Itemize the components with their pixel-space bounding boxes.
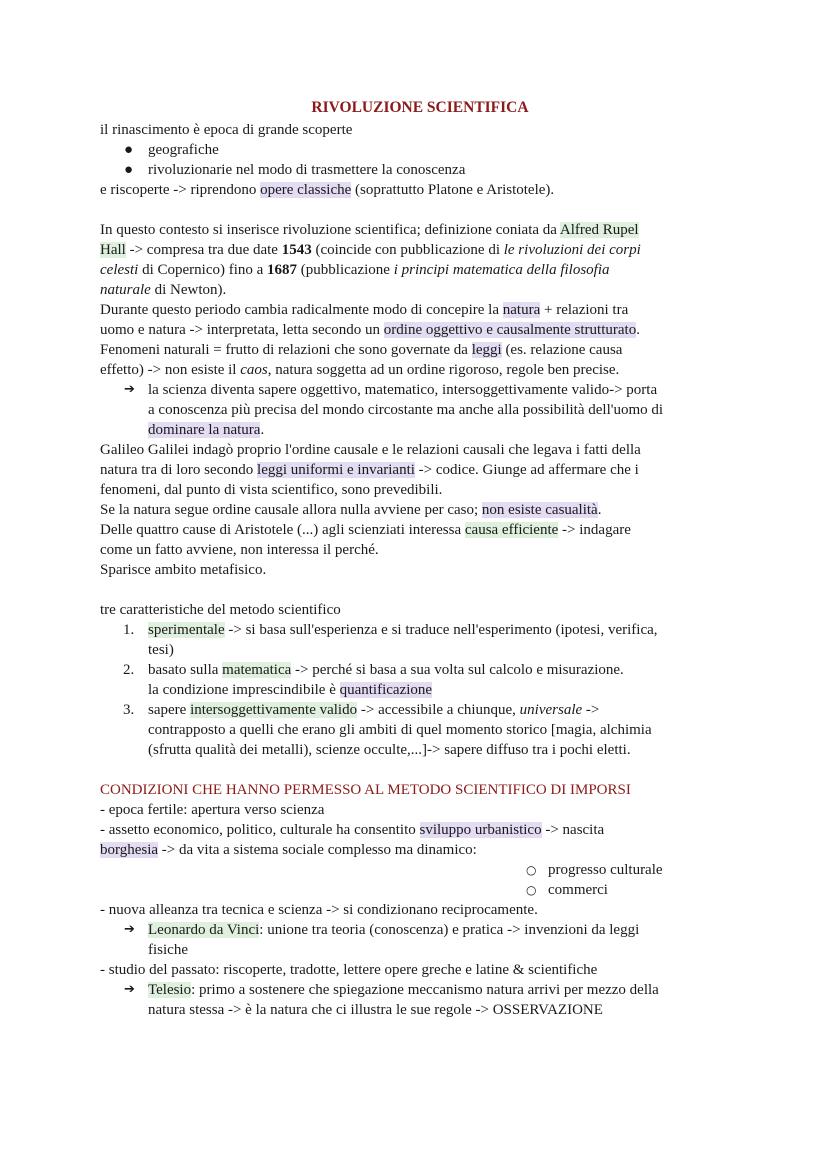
list-number: 1.	[123, 622, 135, 638]
list-item	[100, 140, 740, 160]
highlight: Alfred Rupel	[559, 222, 639, 238]
numbered-item	[100, 660, 740, 680]
italic-text: celesti	[100, 262, 139, 278]
numbered-item	[100, 740, 740, 760]
paragraph	[100, 600, 740, 620]
numbered-item	[100, 700, 740, 720]
text: : primo a sostenere che spiegazione meccanismo natura arrivi per mezzo della	[191, 982, 659, 998]
text: -> da vita a sistema sociale complesso ma dinamico:	[158, 842, 477, 858]
highlight: intersoggettivamente valido	[190, 702, 358, 718]
paragraph	[100, 300, 740, 320]
text: -> accessibile a chiunque,	[357, 702, 520, 718]
highlight: sviluppo urbanistico	[419, 822, 542, 838]
numbered-item	[100, 640, 740, 660]
text: effetto) -> non esiste il	[100, 362, 241, 378]
paragraph	[100, 120, 740, 140]
arrow-item	[100, 420, 740, 440]
text: (soprattutto Platone e Aristotele).	[351, 182, 555, 198]
arrow-item	[100, 380, 740, 400]
paragraph	[100, 320, 740, 340]
arrow-item	[100, 920, 740, 940]
numbered-item	[100, 720, 740, 740]
text: natura stessa -> è la natura che ci illustra le sue regole -> OSSERVAZIONE	[148, 1002, 603, 1018]
highlight: Leonardo da Vinci	[148, 922, 260, 938]
paragraph	[100, 180, 740, 200]
section-heading: CONDIZIONI CHE HANNO PERMESSO AL METODO SCIENTIFICO DI IMPORSI	[100, 782, 631, 798]
paragraph	[100, 960, 740, 980]
text: uomo e natura -> interpretata, letta secondo un	[100, 322, 384, 338]
text: fenomeni, dal punto di vista scientifico, sono prevedibili.	[100, 482, 443, 498]
text: di Newton).	[150, 282, 227, 298]
page-title: RIVOLUZIONE SCIENTIFICA	[311, 99, 529, 116]
paragraph	[100, 800, 740, 820]
text: In questo contesto si inserisce rivoluzione scientifica; definizione coniata da	[100, 222, 560, 238]
bullet-icon: ●	[124, 142, 134, 158]
date-bold: 1687	[267, 262, 298, 278]
arrow-icon: ➔	[124, 922, 135, 937]
paragraph	[100, 840, 740, 860]
text: - assetto economico, politico, culturale ha consentito	[100, 822, 420, 838]
text: -> nascita	[541, 822, 605, 838]
text: sapere	[148, 702, 191, 718]
text: Se la natura segue ordine causale allora nulla avviene per caso;	[100, 502, 482, 518]
text: Delle quattro cause di Aristotele (...) agli scienziati interessa	[100, 522, 465, 538]
text: di Copernico) fino a	[138, 262, 268, 278]
highlight: borghesia	[100, 842, 159, 858]
text: commerci	[548, 882, 608, 898]
arrow-item	[100, 980, 740, 1000]
highlight: non esiste casualità	[481, 502, 598, 518]
paragraph	[100, 560, 740, 580]
highlight: opere classiche	[260, 182, 352, 198]
sub-list-item	[100, 880, 740, 900]
highlight: matematica	[222, 662, 292, 678]
text: il rinascimento è epoca di grande scoperte	[100, 122, 353, 138]
list-number: 2.	[123, 662, 135, 678]
arrow-icon: ➔	[124, 982, 135, 997]
document-page	[100, 98, 740, 1020]
list-number: 3.	[123, 702, 135, 718]
text: -> si basa sull'esperienza e si traduce nell'esperimento (ipotesi, verifica,	[224, 622, 658, 638]
highlight: Telesio	[148, 982, 192, 998]
highlight: ordine oggettivo e causalmente strutturato	[383, 322, 637, 338]
highlight: dominare la natura	[148, 422, 261, 438]
text: geografiche	[148, 142, 219, 158]
text: basato sulla	[148, 662, 223, 678]
text: la scienza diventa sapere oggettivo, matematico, intersoggettivamente valido-> porta	[148, 382, 658, 398]
italic-text: naturale	[100, 282, 151, 298]
text: + relazioni tra	[540, 302, 629, 318]
text: (sfrutta qualità dei metalli), scienze occulte,...]-> sapere diffuso tra i pochi eletti.	[148, 742, 631, 758]
text: natura tra di loro secondo	[100, 462, 258, 478]
arrow-item	[100, 1000, 740, 1020]
paragraph	[100, 900, 740, 920]
text: la condizione imprescindibile è	[148, 682, 340, 698]
highlight: leggi uniformi e invarianti	[257, 462, 415, 478]
paragraph	[100, 340, 740, 360]
paragraph	[100, 360, 740, 380]
paragraph	[100, 260, 740, 280]
text: progresso culturale	[548, 862, 663, 878]
arrow-item	[100, 940, 740, 960]
paragraph	[100, 440, 740, 460]
paragraph	[100, 820, 740, 840]
paragraph	[100, 240, 740, 260]
text: .	[636, 322, 640, 338]
highlight: natura	[502, 302, 541, 318]
italic-text: i principi matematica della filosofia	[393, 262, 610, 278]
text: tre caratteristiche del metodo scientifico	[100, 602, 341, 618]
highlight: causa efficiente	[464, 522, 559, 538]
arrow-item	[100, 400, 740, 420]
text: - epoca fertile: apertura verso scienza	[100, 802, 325, 818]
highlight: sperimentale	[148, 622, 225, 638]
text: a conoscenza più precisa del mondo circostante ma anche alla possibilità dell'uomo di	[148, 402, 664, 418]
text: Durante questo periodo cambia radicalmente modo di concepire la	[100, 302, 503, 318]
paragraph	[100, 480, 740, 500]
text: -> compresa tra due date	[125, 242, 282, 258]
text: (es. relazione causa	[501, 342, 623, 358]
date-bold: 1543	[281, 242, 312, 258]
text: .	[260, 422, 265, 438]
paragraph	[100, 540, 740, 560]
text: rivoluzionarie nel modo di trasmettere la conoscenza	[148, 162, 466, 178]
text: -> codice. Giunge ad affermare che i	[414, 462, 639, 478]
numbered-item	[100, 680, 740, 700]
highlight: Hall	[100, 242, 126, 258]
text: - nuova alleanza tra tecnica e scienza -> si condizionano reciprocamente.	[100, 902, 538, 918]
arrow-icon: ➔	[124, 382, 135, 397]
list-item	[100, 160, 740, 180]
italic-text: universale	[519, 702, 583, 718]
italic-text: le rivoluzioni dei corpi	[503, 242, 641, 258]
text: tesi)	[148, 642, 174, 658]
text: Fenomeni naturali = frutto di relazioni che sono governate da	[100, 342, 472, 358]
text: : unione tra teoria (conoscenza) e pratica -> invenzioni da leggi	[259, 922, 640, 938]
text: (pubblicazione	[297, 262, 394, 278]
text: come un fatto avviene, non interessa il perché.	[100, 542, 379, 558]
text: Sparisce ambito metafisico.	[100, 562, 267, 578]
italic-text: caos	[240, 362, 268, 378]
numbered-item	[100, 620, 740, 640]
highlight: leggi	[471, 342, 502, 358]
paragraph	[100, 280, 740, 300]
sub-list-item	[100, 860, 740, 880]
paragraph	[100, 500, 740, 520]
paragraph	[100, 520, 740, 540]
text: Galileo Galilei indagò proprio l'ordine causale e le relazioni causali che legava i fatti della	[100, 442, 641, 458]
circle-bullet-icon: ○	[526, 883, 537, 897]
bullet-icon: ●	[124, 162, 134, 178]
text: -> perché si basa a sua volta sul calcolo e misurazione.	[291, 662, 624, 678]
circle-bullet-icon: ○	[526, 863, 537, 877]
text: contrapposto a quelli che erano gli ambiti di quel momento storico [magia, alchimia	[148, 722, 652, 738]
text: - studio del passato: riscoperte, tradotte, lettere opere greche e latine & scientifiche	[100, 962, 598, 978]
highlight: quantificazione	[339, 682, 433, 698]
text: fisiche	[148, 942, 188, 958]
text: (coincide con pubblicazione di	[311, 242, 504, 258]
paragraph	[100, 220, 740, 240]
text: .	[597, 502, 602, 518]
text: , natura soggetta ad un ordine rigoroso, regole ben precise.	[267, 362, 620, 378]
text: ->	[582, 702, 600, 718]
paragraph	[100, 460, 740, 480]
text: -> indagare	[558, 522, 631, 538]
text: e riscoperte -> riprendono	[100, 182, 261, 198]
